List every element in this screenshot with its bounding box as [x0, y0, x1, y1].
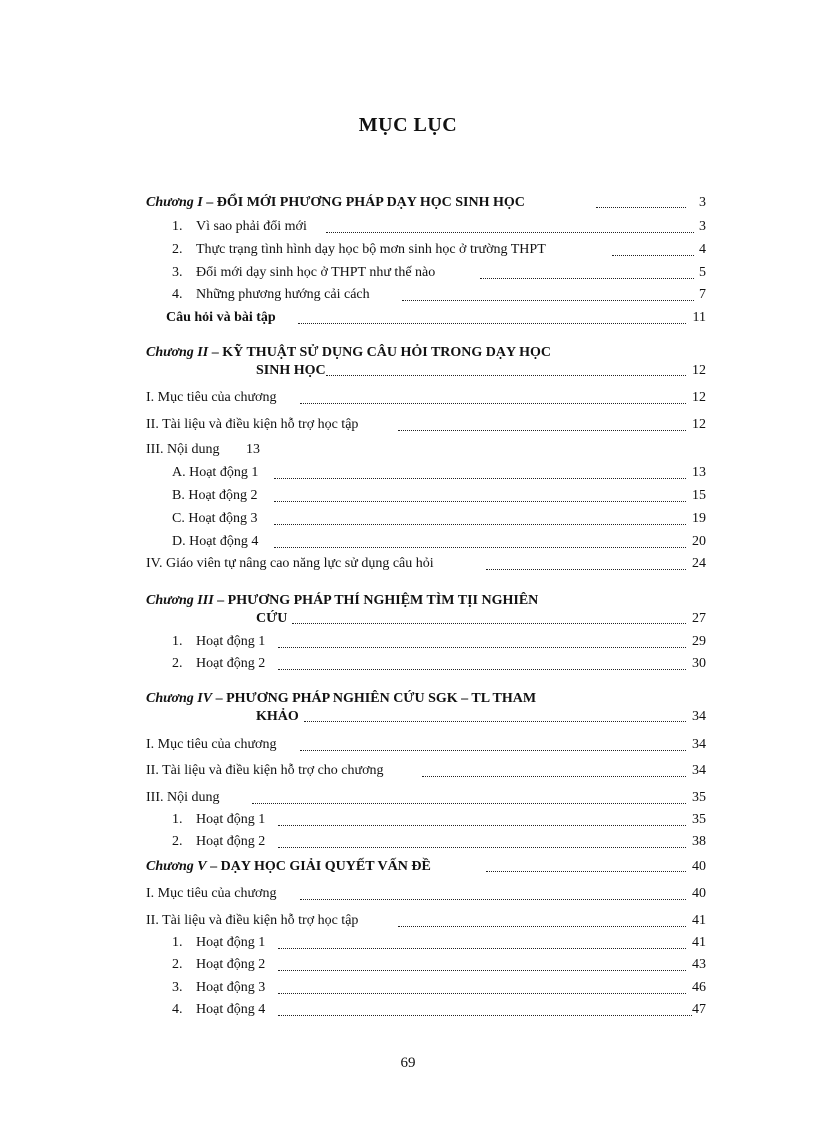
toc-entry-number: 1. [172, 634, 183, 649]
toc-entry-chapter-1[interactable] [146, 194, 706, 212]
toc-page-number: 47 [692, 1002, 706, 1017]
toc-entry-title: Những phương hướng cải cách [196, 287, 370, 302]
toc-entry-title: Hoạt động 1 [196, 634, 266, 649]
toc-leader-dots [278, 970, 686, 971]
toc-leader-dots [486, 569, 686, 570]
toc-page-number: 12 [692, 363, 706, 378]
toc-entry-chapter-3-cont[interactable] [146, 610, 706, 628]
toc-entry[interactable] [146, 389, 706, 407]
toc-entry[interactable] [146, 218, 706, 236]
toc-leader-dots [252, 803, 686, 804]
toc-page-number: 41 [692, 935, 706, 950]
toc-entry-title: Câu hỏi và bài tập [166, 310, 276, 325]
toc-entry-number: 1. [172, 812, 183, 827]
toc-leader-dots [278, 669, 686, 670]
toc-page-number: 35 [692, 790, 706, 805]
toc-entry-number: 2. [172, 957, 183, 972]
toc-entry-title: – PHƯƠNG PHÁP THÍ NGHIỆM TÌM TỊI NGHIÊN [213, 593, 539, 608]
toc-leader-dots [278, 825, 686, 826]
toc-entry-title: IV. Giáo viên tự nâng cao năng lực sử dụng câu hỏi [146, 556, 434, 571]
toc-entry-number: 1. [172, 219, 183, 234]
toc-entry-title: Vì sao phải đổi mới [196, 219, 307, 234]
toc-entry-title: – DẠY HỌC GIẢI QUYẾT VẤN ĐỀ [206, 859, 431, 874]
toc-page-number: 34 [692, 737, 706, 752]
toc-entry[interactable] [146, 441, 706, 459]
toc-entry-chapter-2[interactable] [146, 344, 706, 362]
toc-entry[interactable] [146, 286, 706, 304]
toc-entry-title: I. Mục tiêu của chương [146, 390, 277, 405]
toc-entry-title: – PHƯƠNG PHÁP NGHIÊN CỨU SGK – TL THAM [212, 691, 537, 706]
toc-entry-title: KHẢO [256, 709, 299, 724]
toc-leader-dots [274, 478, 686, 479]
toc-chapter-prefix: Chương V [146, 859, 207, 874]
toc-entry-chapter-4[interactable] [146, 690, 706, 708]
toc-entry-title: – ĐỔI MỚI PHƯƠNG PHÁP DẠY HỌC SINH HỌC [202, 195, 525, 210]
toc-chapter-prefix: Chương I [146, 195, 203, 210]
toc-leader-dots [596, 207, 686, 208]
toc-entry[interactable] [146, 464, 706, 482]
toc-leader-dots [274, 547, 686, 548]
toc-chapter-prefix: Chương III [146, 593, 214, 608]
toc-entry-number: 2. [172, 242, 183, 257]
toc-leader-dots [298, 323, 686, 324]
toc-page-number: 3 [699, 195, 706, 210]
toc-entry-title: D. Hoạt động 4 [172, 534, 259, 549]
toc-page-number: 40 [692, 859, 706, 874]
toc-entry[interactable] [146, 956, 706, 974]
toc-page-number: 3 [699, 219, 706, 234]
toc-leader-dots [612, 255, 694, 256]
toc-entry-title: I. Mục tiêu của chương [146, 737, 277, 752]
toc-page-number: 27 [692, 611, 706, 626]
toc-entry-number: 4. [172, 287, 183, 302]
toc-entry-title: III. Nội dung [146, 790, 220, 805]
toc-entry-chapter-4-cont[interactable] [146, 708, 706, 726]
toc-entry[interactable] [146, 1001, 706, 1019]
toc-page-number: 11 [692, 310, 706, 325]
toc-entry[interactable] [146, 510, 706, 528]
toc-page-number: 5 [699, 265, 706, 280]
toc-page-number: 7 [699, 287, 706, 302]
toc-entry-title: Thực trạng tình hình dạy học bộ mơn sinh học ở trường THPT [196, 242, 546, 257]
toc-chapter-prefix: Chương II [146, 345, 209, 360]
toc-page-number: 30 [692, 656, 706, 671]
toc-entry[interactable] [146, 241, 706, 259]
toc-entry[interactable] [146, 833, 706, 851]
toc-entry[interactable] [146, 533, 706, 551]
toc-leader-dots [304, 721, 686, 722]
toc-leader-dots [274, 501, 686, 502]
toc-page-number: 4 [699, 242, 706, 257]
toc-leader-dots [398, 926, 686, 927]
toc-entry-title: II. Tài liệu và điều kiện hỗ trợ học tập [146, 913, 359, 928]
toc-page-number: 41 [692, 913, 706, 928]
toc-page-number: 12 [692, 390, 706, 405]
toc-page-number: 24 [692, 556, 706, 571]
toc-page-number: 29 [692, 634, 706, 649]
toc-entry-title: Đổi mới dạy sinh học ở THPT như thế nào [196, 265, 436, 280]
toc-page-number: 38 [692, 834, 706, 849]
toc-entry-number: 3. [172, 980, 183, 995]
toc-entry-title: C. Hoạt động 3 [172, 511, 258, 526]
toc-entry-chapter-3[interactable] [146, 592, 706, 610]
toc-page-number: 34 [692, 709, 706, 724]
toc-entry-title: SINH HỌC [256, 363, 326, 378]
toc-entry-title: II. Tài liệu và điều kiện hỗ trợ cho chương [146, 763, 384, 778]
toc-entry-title: III. Nội dung [146, 442, 220, 457]
toc-page-number: 46 [692, 980, 706, 995]
toc-leader-dots [422, 776, 686, 777]
toc-entry-title: Hoạt động 3 [196, 980, 266, 995]
toc-leader-dots [398, 430, 686, 431]
toc-entry-title: II. Tài liệu và điều kiện hỗ trợ học tập [146, 417, 359, 432]
toc-entry[interactable] [146, 416, 706, 434]
toc-page-number: 15 [692, 488, 706, 503]
toc-entry[interactable] [146, 487, 706, 505]
toc-page-number: 35 [692, 812, 706, 827]
toc-entry[interactable] [146, 309, 706, 327]
page-number: 69 [400, 1055, 416, 1071]
toc-leader-dots [326, 232, 694, 233]
toc-page-number: 12 [692, 417, 706, 432]
toc-entry-chapter-2-cont[interactable] [146, 362, 706, 380]
toc-entry[interactable] [146, 789, 706, 807]
toc-entry-chapter-5[interactable] [146, 858, 706, 876]
toc-entry-title: A. Hoạt động 1 [172, 465, 259, 480]
toc-page-number: 13 [692, 465, 706, 480]
toc-page-number: 20 [692, 534, 706, 549]
toc-entry-title: CỨU [256, 611, 288, 626]
toc-leader-dots [278, 1015, 692, 1016]
toc-leader-dots [326, 375, 686, 376]
toc-entry-title: Hoạt động 4 [196, 1002, 266, 1017]
toc-entry[interactable] [146, 555, 706, 573]
toc-entry-title: Hoạt động 2 [196, 957, 266, 972]
toc-entry-number: 2. [172, 656, 183, 671]
toc-page-number: 40 [692, 886, 706, 901]
toc-leader-dots [300, 403, 686, 404]
toc-leader-dots [480, 278, 694, 279]
toc-leader-dots [278, 647, 686, 648]
toc-leader-dots [300, 899, 686, 900]
toc-entry-number: 2. [172, 834, 183, 849]
toc-entry[interactable] [146, 264, 706, 282]
toc-entry[interactable] [146, 885, 706, 903]
toc-leader-dots [402, 300, 694, 301]
toc-leader-dots [274, 524, 686, 525]
toc-leader-dots [278, 993, 686, 994]
toc-entry[interactable] [146, 736, 706, 754]
toc-entry-title: Hoạt động 2 [196, 656, 266, 671]
toc-entry-title: – KỸ THUẬT SỬ DỤNG CÂU HỎI TRONG DẠY HỌC [208, 345, 551, 360]
toc-leader-dots [292, 623, 686, 624]
toc-entry[interactable] [146, 912, 706, 930]
toc-entry-title: B. Hoạt động 2 [172, 488, 258, 503]
toc-leader-dots [278, 948, 686, 949]
toc-entry[interactable] [146, 762, 706, 780]
toc-entry-number: 4. [172, 1002, 183, 1017]
toc-entry-title: Hoạt động 2 [196, 834, 266, 849]
toc-leader-dots [486, 871, 686, 872]
toc-entry[interactable] [146, 934, 706, 952]
toc-page-number: 13 [246, 442, 260, 457]
toc-entry-number: 3. [172, 265, 183, 280]
toc-entry-number: 1. [172, 935, 183, 950]
toc-leader-dots [278, 847, 686, 848]
toc-entry[interactable] [146, 979, 706, 997]
toc-entry-title: Hoạt động 1 [196, 812, 266, 827]
toc-entry-title: I. Mục tiêu của chương [146, 886, 277, 901]
toc-chapter-prefix: Chương IV [146, 691, 213, 706]
toc-page-number: 43 [692, 957, 706, 972]
toc-entry-title: Hoạt động 1 [196, 935, 266, 950]
toc-page-number: 34 [692, 763, 706, 778]
toc-entry[interactable] [146, 811, 706, 829]
page-title: MỤC LỤC [358, 114, 458, 136]
toc-entry[interactable] [146, 655, 706, 673]
toc-leader-dots [300, 750, 686, 751]
toc-page-number: 19 [692, 511, 706, 526]
toc-entry[interactable] [146, 633, 706, 651]
